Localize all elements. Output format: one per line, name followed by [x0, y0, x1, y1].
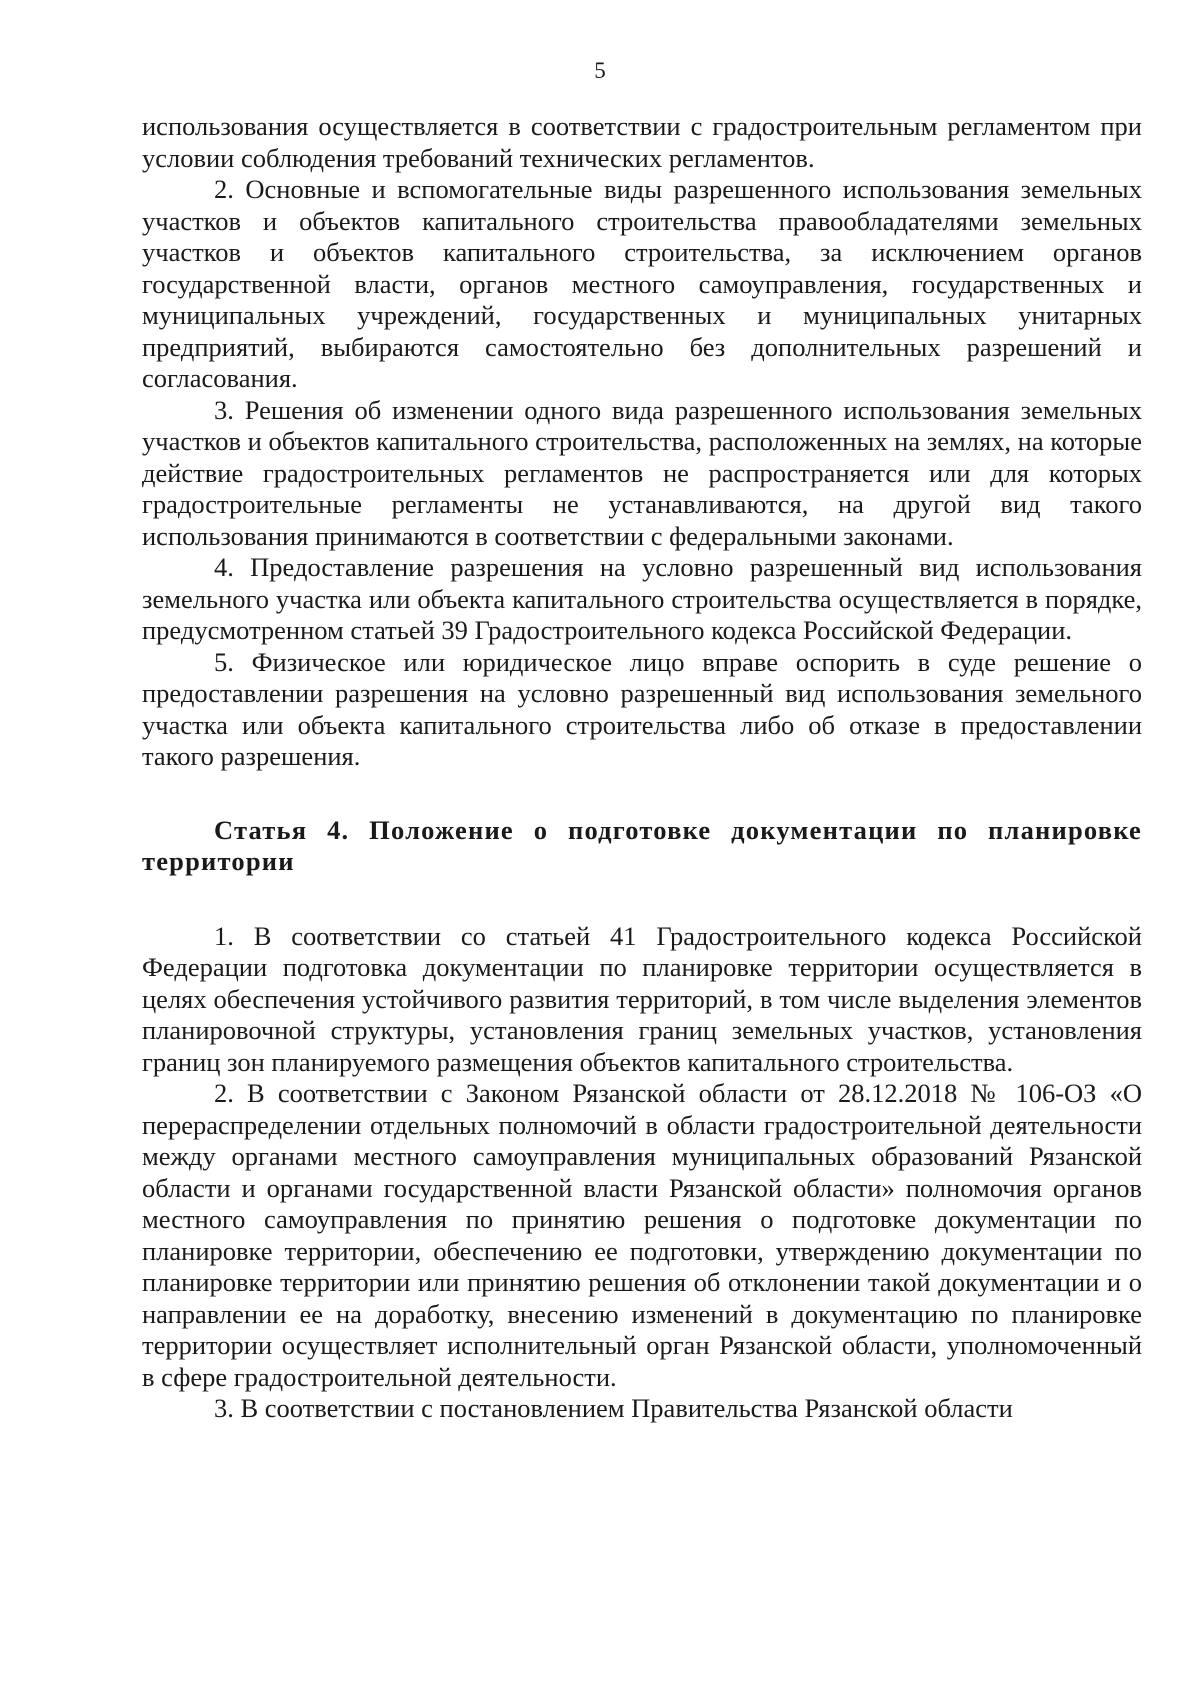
- article4-item-2: 2. В соответствии с Законом Рязанской области от 28.12.2018 № 106-ОЗ «О перераспределении отдельных полномочий в области градостроительной деятельности между органами местного самоуправления муниципальных образований Рязанской области и органами государственной власти Рязанской области» полномочия органов местного самоуправления по принятию решения о подготовке документации по планировке территории, обеспечению ее подготовки, утверждению документации по планировке территории или принятию решения об отклонении такой документации и о направлении ее на доработку, внесению изменений в документацию по планировке территории осуществляет исполнительный орган Рязанской области, уполномоченный в сфере градостроительной деятельности.: [142, 1078, 1142, 1392]
- article3-item-4: 4. Предоставление разрешения на условно разрешенный вид использования земельного участка или объекта капитального строительства осуществляется в порядке, предусмотренном статьей 39 Градостроительного кодекса Российской Федерации.: [142, 552, 1142, 645]
- intro-paragraph: использования осуществляется в соответствии с градостроительным регламентом при условии соблюдения требований технических регламентов.: [142, 111, 1142, 173]
- article3-item-5: 5. Физическое или юридическое лицо вправе оспорить в суде решение о предоставлении разрешения на условно разрешенный вид использования земельного участка или объекта капитального строительства либо об отказе в предоставлении такого разрешения.: [142, 646, 1142, 771]
- article4-item-3: 3. В соответствии с постановлением Правительства Рязанской области: [214, 1393, 1013, 1423]
- article4-item-1: 1. В соответствии со статьей 41 Градостроительного кодекса Российской Федерации подготовка документации по планировке территории осуществляется в целях обеспечения устойчивого развития территорий, в том числе выделения элементов планировочной структуры, установления границ земельных участков, установления границ зон планируемого размещения объектов капитального строительства.: [142, 920, 1142, 1077]
- page-number: 5: [594, 58, 606, 83]
- article3-item-3: 3. Решения об изменении одного вида разрешенного использования земельных участков и объектов капитального строительства, расположенных на землях, на которые действие градостроительных регламентов не распространяется или для которых градостроительные регламенты не устанавливаются, на другой вид такого использования принимаются в соответствии с федеральными законами.: [142, 394, 1142, 551]
- article3-item-2: 2. Основные и вспомогательные виды разрешенного использования земельных участков и объектов капитального строительства правообладателями земельных участков и объектов капитального строительства, за исключением органов государственной власти, органов местного самоуправления, государственных и муниципальных учреждений, государственных и муниципальных унитарных предприятий, выбираются самостоятельно без дополнительных разрешений и согласования.: [142, 174, 1142, 393]
- article4-heading: Статья 4. Положение о подготовке документации по планировке территории: [142, 814, 1142, 876]
- document-body: [142, 111, 1142, 1425]
